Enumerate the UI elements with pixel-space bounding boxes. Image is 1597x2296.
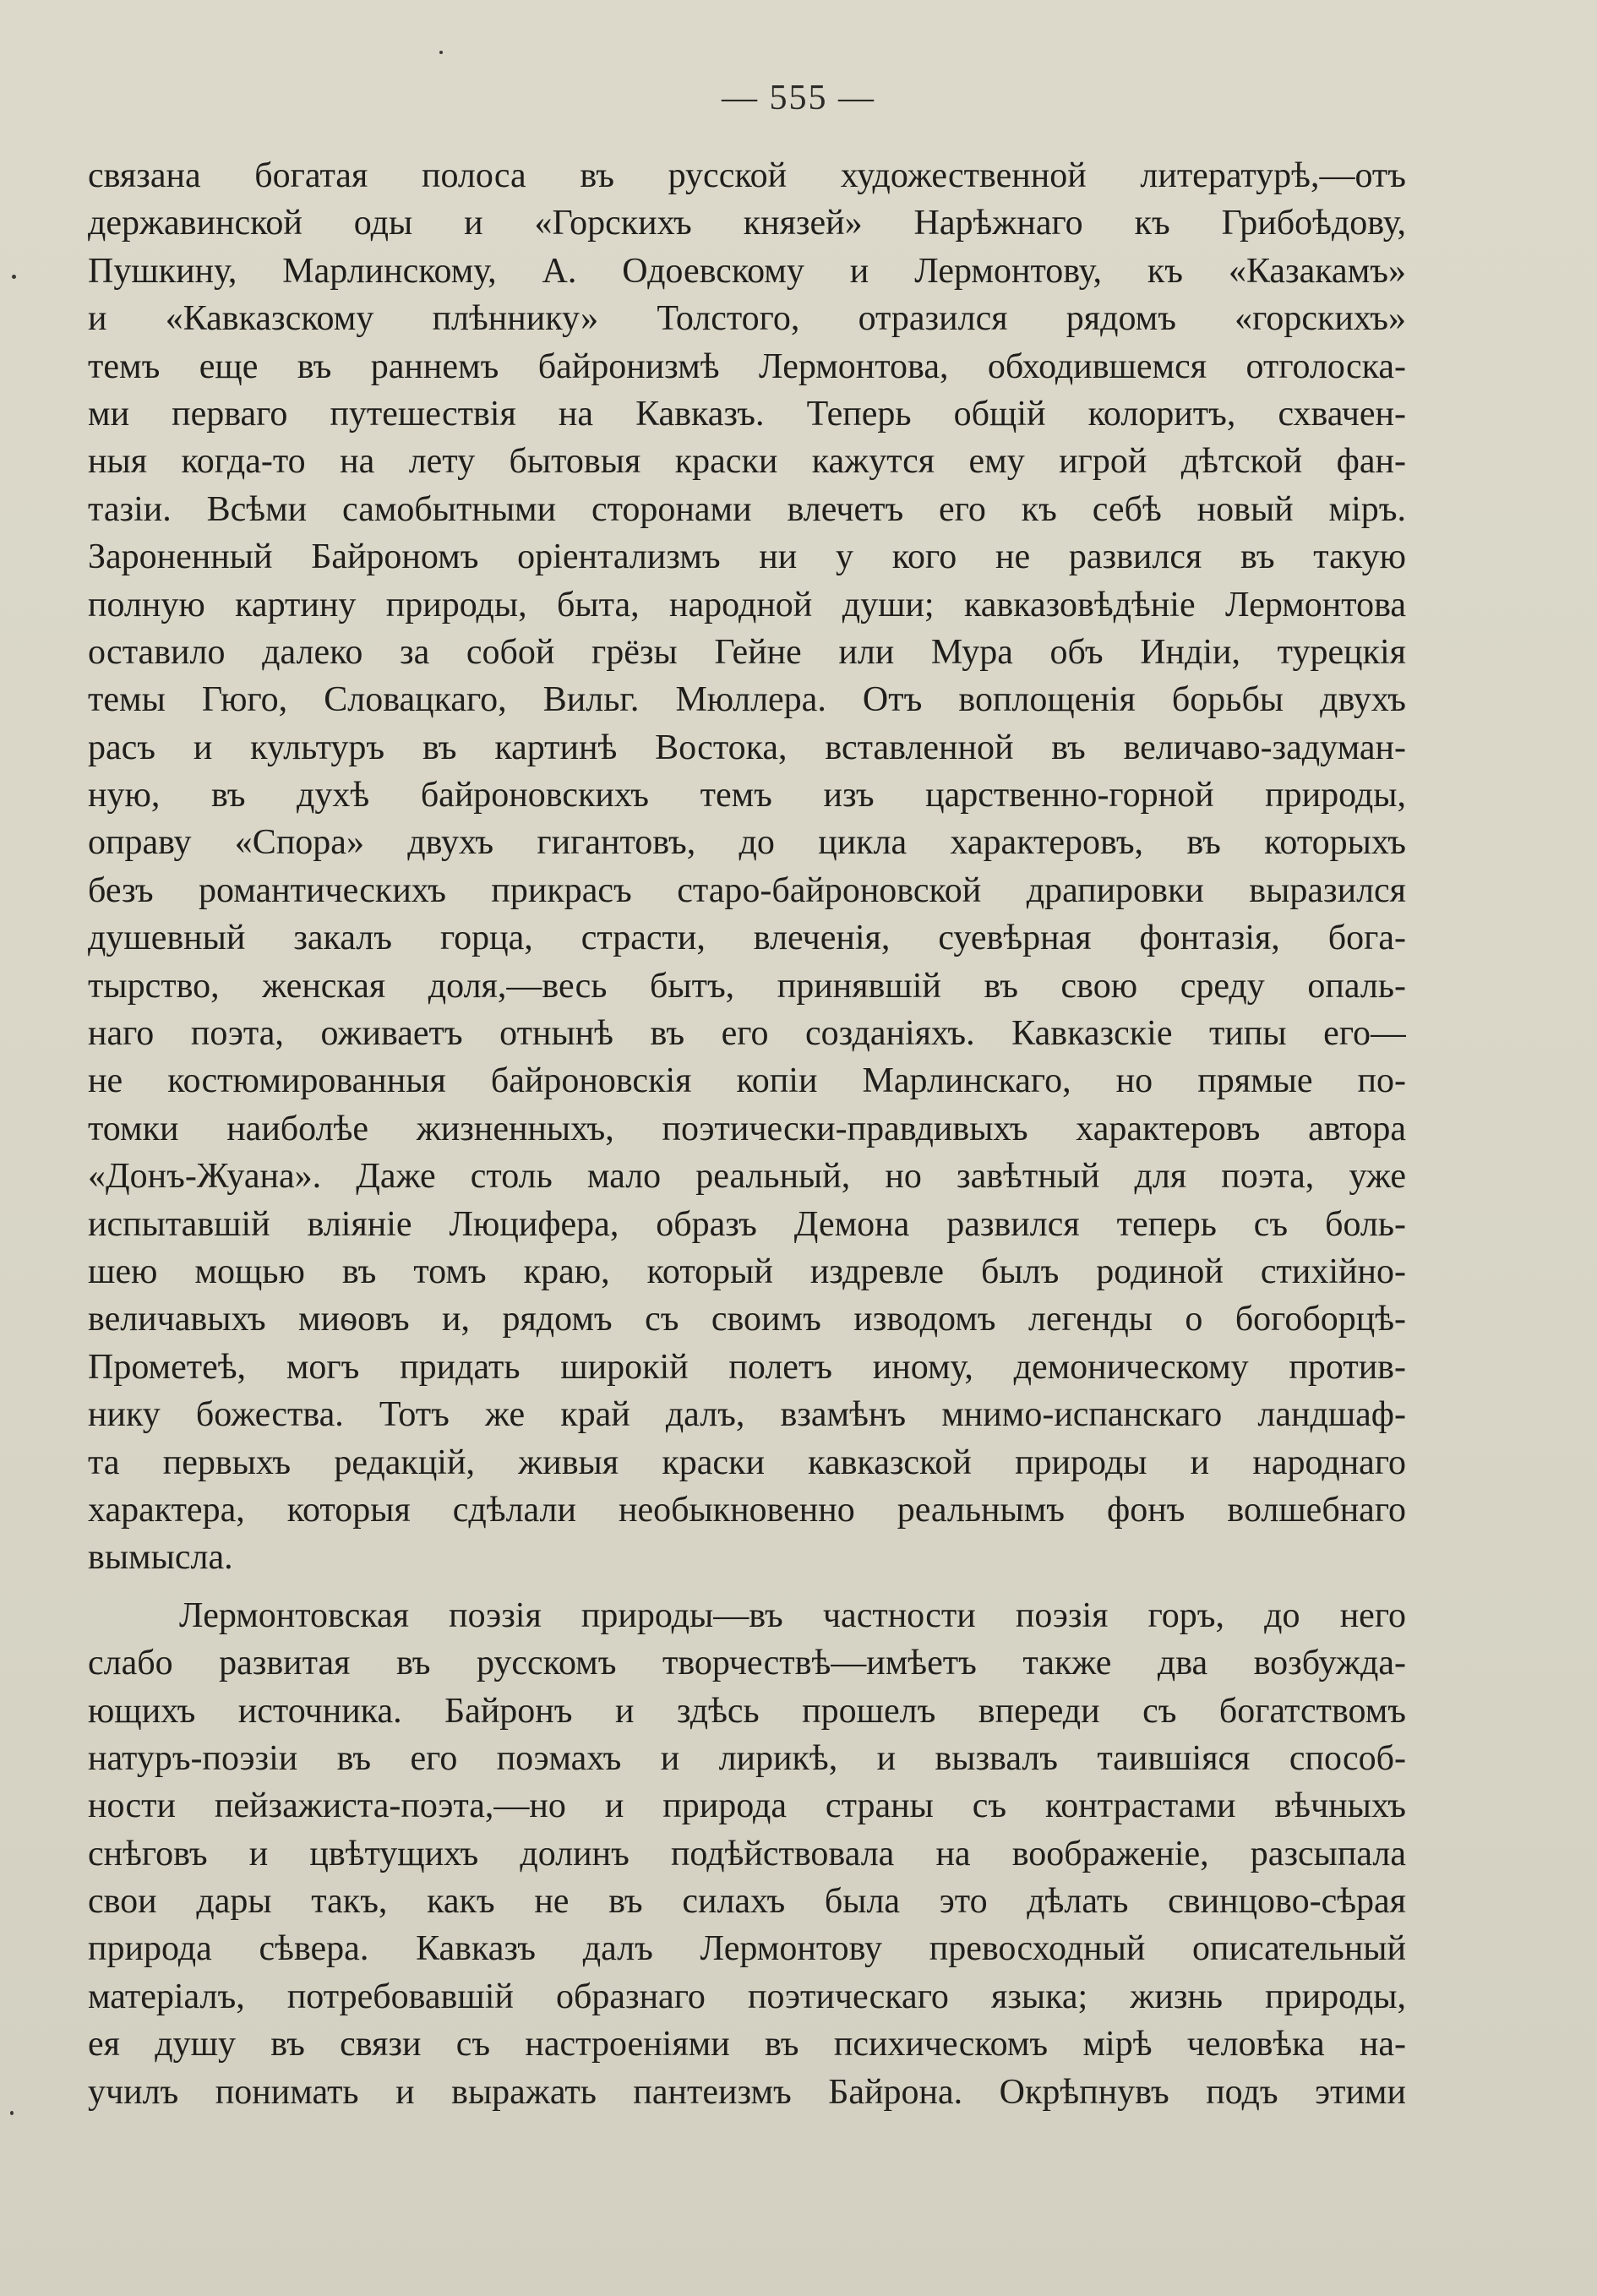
text-line: испытавшій вліяніе Люцифера, образъ Демона развился теперь съ боль- [88,1204,1406,1244]
text-line: связана богатая полоса въ русской художественной литературѣ,—отъ [88,156,1406,195]
text-line: душевный закалъ горца, страсти, влеченія, суевѣрная фонтазія, бога- [88,919,1406,958]
text-line: шею мощью въ томъ краю, который издревле былъ родиной стихійно- [88,1252,1406,1291]
text-line: тырство, женская доля,—весь бытъ, принявшій въ свою среду опаль- [88,966,1406,1006]
text-line: характера, которыя сдѣлали необыкновенно реальнымъ фонъ волшебнаго [88,1490,1406,1530]
text-line: свои дары такъ, какъ не въ силахъ была это дѣлать свинцово-сѣрая [88,1882,1406,1922]
text-line: нику божества. Тотъ же край далъ, взамѣнъ мнимо-испанскаго ландшаф- [88,1395,1406,1435]
text-line: ныя когда-то на лету бытовыя краски кажутся ему игрой дѣтской фан- [88,442,1406,482]
text-line: оправу «Спора» двухъ гигантовъ, до цикла характеровъ, въ которыхъ [88,823,1406,863]
page-number: — 555 — [722,79,875,117]
text-line: натуръ-поэзіи въ его поэмахъ и лирикѣ, и вызвалъ таившіяся способ- [88,1738,1406,1778]
body-text [88,152,1406,2116]
text-line: матеріалъ, потребовавшій образнаго поэтическаго языка; жизнь природы, [88,1977,1406,2016]
text-line: ности пейзажиста-поэта,—но и природа страны съ контрастами вѣчныхъ [88,1786,1406,1826]
text-line: и «Кавказскому плѣннику» Толстого, отразился рядомъ «горскихъ» [88,299,1406,339]
text-line: томки наиболѣе жизненныхъ, поэтически-правдивыхъ характеровъ автора [88,1109,1406,1148]
text-line: слабо развитая въ русскомъ творчествѣ—имѣетъ также два возбужда- [88,1644,1406,1683]
text-line: вымысла. [88,1538,233,1578]
text-line: Зароненный Байрономъ оріентализмъ ни у кого не развился въ такую [88,537,1406,577]
text-line: полную картину природы, быта, народной души; кавказовѣдѣніе Лермонтова [88,585,1406,624]
text-line: величавыхъ миѳовъ и, рядомъ съ своимъ изводомъ легенды о богоборцѣ- [88,1300,1406,1339]
text-line: ную, въ духѣ байроновскихъ темъ изъ царственно-горной природы, [88,776,1406,815]
text-line: ми перваго путешествія на Кавказъ. Теперь общій колоритъ, схвачен- [88,394,1406,434]
text-line: та первыхъ редакцій, живыя краски кавказской природы и народнаго [88,1442,1406,1482]
text-line: «Донъ-Жуана». Даже столь мало реальный, но завѣтный для поэта, уже [88,1157,1406,1197]
text-line: природа сѣвера. Кавказъ далъ Лермонтову превосходный описательный [88,1929,1406,1969]
paragraph-1 [88,152,1406,1582]
ink-speck [12,275,16,279]
text-line: не костюмированныя байроновскія копіи Марлинскаго, но прямые по- [88,1061,1406,1101]
text-line: Лермонтовская поэзія природы—въ частности поэзія горъ, до него [179,1595,1406,1635]
text-line: Пушкину, Марлинскому, А. Одоевскому и Лермонтову, къ «Казакамъ» [88,251,1406,291]
paragraph-2 [88,1592,1406,2116]
text-line: расъ и культуръ въ картинѣ Востока, вставленной въ величаво-задуман- [88,728,1406,767]
ink-speck [10,2111,14,2115]
text-line: ющихъ источника. Байронъ и здѣсь прошелъ впереди съ богатствомъ [88,1691,1406,1731]
text-line: ея душу въ связи съ настроеніями въ психическомъ мірѣ человѣка на- [88,2025,1406,2064]
text-line: оставило далеко за собой грёзы Гейне или Мура объ Индіи, турецкія [88,632,1406,672]
ink-speck [439,51,443,54]
text-line: снѣговъ и цвѣтущихъ долинъ подѣйствовала на воображеніе, разсыпала [88,1834,1406,1873]
text-line: безъ романтическихъ прикрасъ старо-байроновской драпировки выразился [88,870,1406,910]
text-line: наго поэта, оживаетъ отнынѣ въ его созданіяхъ. Кавказскіе типы его— [88,1014,1406,1054]
text-line: темъ еще въ раннемъ байронизмѣ Лермонтова, обходившемся отголоска- [88,346,1406,386]
text-line: тазіи. Всѣми самобытными сторонами влечетъ его къ себѣ новый міръ. [88,489,1406,529]
text-line: державинской оды и «Горскихъ князей» Нарѣжнаго къ Грибоѣдову, [88,204,1406,243]
text-line: Прометеѣ, могъ придать широкій полетъ иному, демоническому против- [88,1347,1406,1387]
text-line: темы Гюго, Словацкаго, Вильг. Мюллера. Отъ воплощенія борьбы двухъ [88,680,1406,720]
text-line: училъ понимать и выражать пантеизмъ Байрона. Окрѣпнувъ подъ этими [88,2072,1406,2112]
